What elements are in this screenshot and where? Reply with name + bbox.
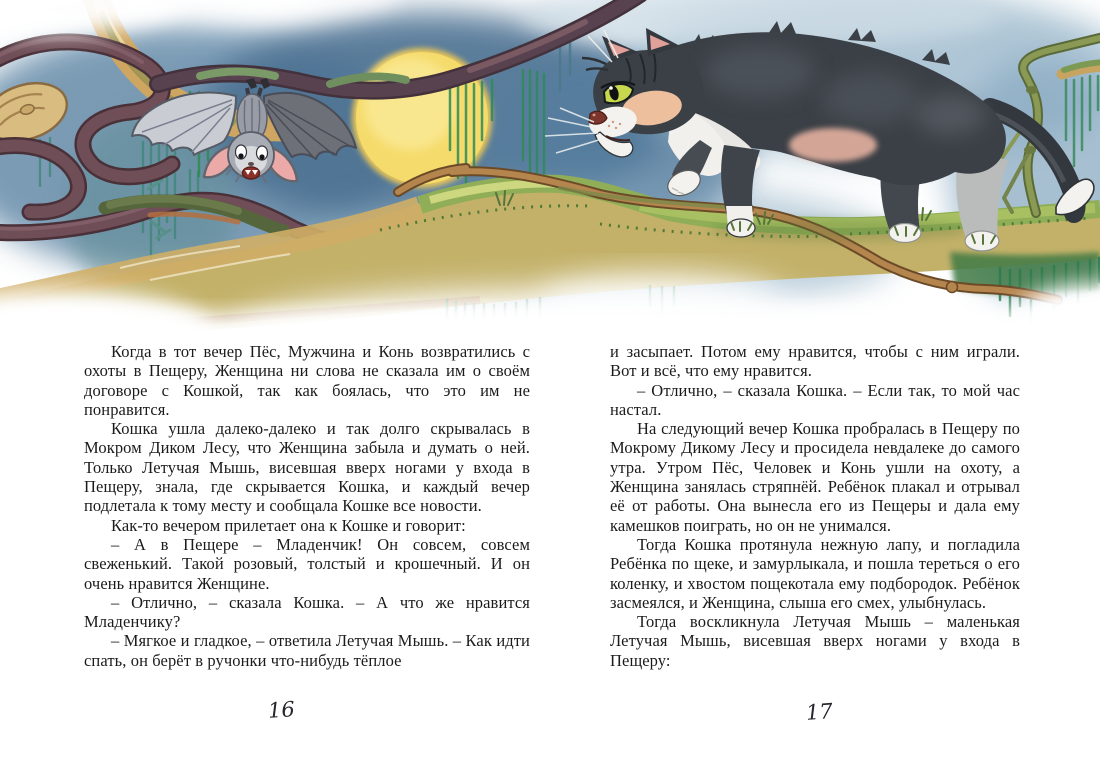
book-illustration [0, 0, 1100, 335]
paragraph: – Отлично, – сказала Кошка. – А что же нравится Младенчику? [84, 592, 530, 632]
page-right-text [610, 342, 1020, 670]
paragraph: – Отлично, – сказала Кошка. – Если так, то мой час настал. [610, 380, 1020, 419]
paragraph: – А в Пещере – Младенчик! Он совсем, совсем свеженький. Такой розовый, толстый и крошечный. И он очень нравится Женщине. [84, 534, 530, 593]
page-number-left: 16 [267, 697, 296, 723]
paragraph: Тогда Кошка протянула нежную лапу, и погладила Ребёнка по щеке, и замурлыкала, и пошла тереться о его коленку, и хвостом пощекотала ему подбородок. Ребёнок засмеялся, и Женщина, слыша его смех, улыбнулась. [610, 534, 1020, 612]
paragraph: Тогда воскликнула Летучая Мышь – маленькая Летучая Мышь, висевшая вверх ногами у входа в Пещеру: [610, 612, 1020, 670]
paragraph: Кошка ушла далеко-далеко и так долго скрывалась в Мокром Диком Лесу, что Женщина забыла и думать о ней. Только Летучая Мышь, висевшая вверх ногами у входа в Пещеру, знала, где скрывается Кошка, и каждый вечер подлетала к тому месту и сообщала Кошке все новости. [84, 419, 530, 516]
paragraph: На следующий вечер Кошка пробралась в Пещеру по Мокрому Дикому Лесу и просидела невдалеке до самого утра. Утром Пёс, Человек и Конь ушли на охоту, а Женщина занялась стряпнёй. Ребёнок плакал и отрывал её от работы. Она вынесла его из Пещеры и дала ему камешков поиграть, но он не унимался. [610, 419, 1020, 535]
paragraph: Как-то вечером прилетает она к Кошке и говорит: [111, 515, 466, 535]
paragraph: – Мягкое и гладкое, – ответила Летучая Мышь. – Как идти спать, он берёт в ручонки что-нибудь тёплое [84, 631, 530, 670]
page-number-right: 17 [805, 699, 834, 725]
paragraph: и засыпает. Потом ему нравится, чтобы с ним играли. Вот и всё, что ему нравится. [610, 342, 1020, 381]
paragraph: Когда в тот вечер Пёс, Мужчина и Конь возвратились с охоты в Пещеру, Женщина ни слова не сказала им о своём договоре с Кошкой, так как боялась, что это им не понравится. [84, 342, 530, 419]
page-left-text [84, 342, 530, 670]
